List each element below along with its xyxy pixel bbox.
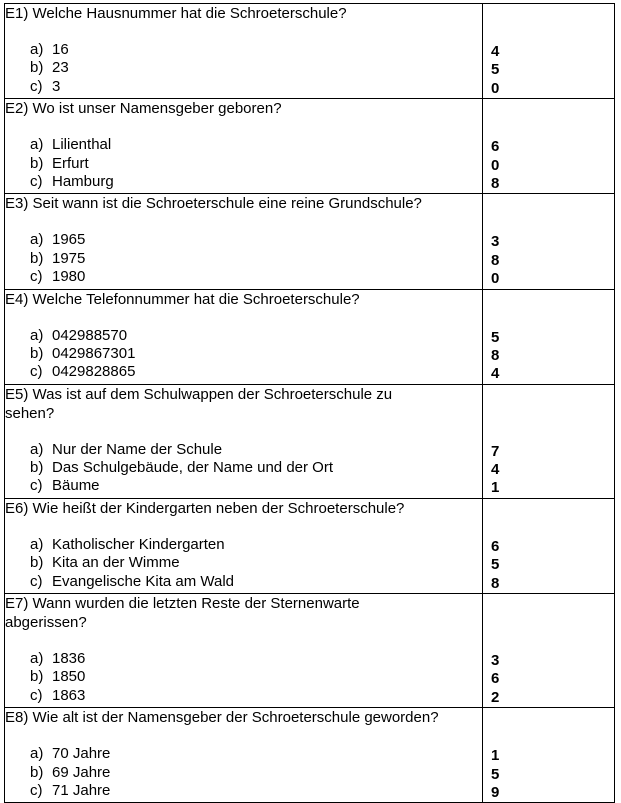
answer-code: 4 [491,43,500,60]
option-b: b) Kita an der Wimme [30,554,180,572]
question-text: E7) Wann wurden die letzten Reste der Sternenwarte abgerissen? [5,595,360,632]
option-b: b) 23 [30,59,69,77]
answer-code: 8 [491,346,500,364]
answer-code: 4 [491,461,500,479]
question-cell [5,194,483,289]
answer-code: 5 [491,556,500,574]
option-b: b) 1975 [30,249,86,267]
answer-code-cell [483,384,615,498]
answer-code-cell [483,498,615,593]
option-c: c) 1980 [30,268,86,286]
option-a: a) 70 Jahre [30,745,111,763]
answer-code-cell [483,289,615,384]
option-c: c) 0429828865 [30,363,136,381]
answer-code: 5 [491,328,500,346]
question-cell [5,594,483,708]
answer-code: 2 [491,688,500,706]
question-row [5,498,615,593]
answer-code: 3 [491,233,500,251]
option-a: a) Lilienthal [30,136,112,154]
answer-code: 3 [491,652,500,670]
question-row [5,194,615,289]
question-cell [5,384,483,498]
question-text: E4) Welche Telefonnummer hat die Schroeterschule? [5,290,360,308]
answer-code: 5 [491,765,500,783]
answer-code: 8 [491,174,500,192]
answer-code: 1 [491,479,500,497]
option-b: b) 0429867301 [30,344,136,362]
question-text: E8) Wie alt ist der Namensgeber der Schroeterschule geworden? [5,709,439,727]
option-c: c) 3 [30,77,61,95]
option-a: a) 1836 [30,650,86,668]
question-row [5,384,615,498]
answer-code: 8 [491,251,500,269]
question-text: E5) Was ist auf dem Schulwappen der Schroeterschule zu sehen? [5,385,393,422]
answer-code-cell [483,4,615,99]
answer-code: 9 [491,783,500,801]
option-a: a) 1965 [30,231,86,249]
question-row [5,594,615,708]
option-c: c) Bäume [30,477,100,495]
question-row [5,289,615,384]
question-text: E2) Wo ist unser Namensgeber geboren? [5,100,282,118]
question-text: E1) Welche Hausnummer hat die Schroeterschule? [5,5,347,22]
quiz-table [4,3,615,803]
option-c: c) Evangelische Kita am Wald [30,572,235,590]
option-c: c) 1863 [30,686,86,704]
answer-code: 6 [491,670,500,688]
question-cell [5,289,483,384]
option-c: c) 71 Jahre [30,781,111,799]
answer-code: 5 [491,61,500,79]
question-cell [5,498,483,593]
answer-code-cell [483,99,615,194]
answer-code: 0 [491,156,500,174]
answer-code: 1 [491,747,500,765]
question-text: E3) Seit wann ist die Schroeterschule eine reine Grundschule? [5,195,422,213]
answer-code: 7 [491,442,500,460]
question-cell [5,4,483,99]
option-c: c) Hamburg [30,172,114,190]
option-b: b) Erfurt [30,154,89,172]
option-b: b) Das Schulgebäude, der Name und der Ort [30,459,333,477]
question-text: E6) Wie heißt der Kindergarten neben der Schroeterschule? [5,499,405,517]
question-cell [5,99,483,194]
answer-code: 0 [491,79,500,97]
option-a: a) Katholischer Kindergarten [30,535,225,553]
option-a: a) Nur der Name der Schule [30,440,223,458]
answer-code: 4 [491,365,500,383]
question-row [5,99,615,194]
answer-code: 0 [491,270,500,288]
answer-code: 6 [491,537,500,555]
option-a: a) 16 [30,41,69,58]
question-row [5,4,615,99]
answer-code: 6 [491,138,500,156]
answer-code-cell [483,594,615,708]
answer-code: 8 [491,574,500,592]
option-a: a) 042988570 [30,326,128,344]
option-b: b) 69 Jahre [30,763,111,781]
option-b: b) 1850 [30,668,86,686]
answer-code-cell [483,194,615,289]
